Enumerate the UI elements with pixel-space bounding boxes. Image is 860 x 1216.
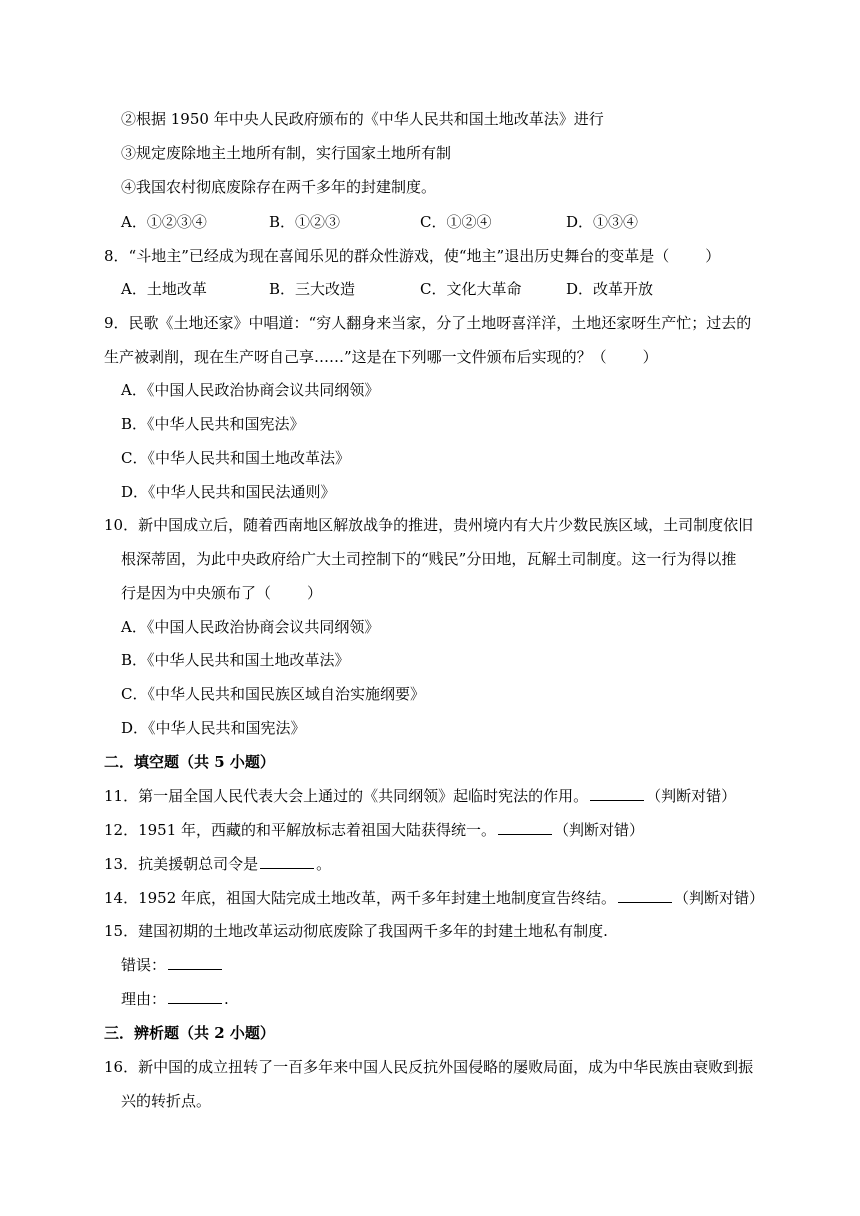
q13-suffix: 。 [316, 855, 332, 873]
q15-error-label: 错误： [121, 956, 167, 974]
q9-stem-line1: 9．民歌《土地还家》中唱道：“穷人翻身来当家，分了土地呀喜洋洋，土地还家呀生产忙；过去的 [104, 314, 752, 332]
q8-stem [104, 246, 720, 266]
q8-option-c[interactable]: C．文化大革命 [420, 280, 522, 298]
q12-text: 12．1951 年，西藏的和平解放标志着祖国大陆获得统一。 [104, 821, 497, 839]
q7-item-4: ④我国农村彻底废除存在两千多年的封建制度。 [121, 178, 437, 196]
q12-blank[interactable] [498, 820, 552, 835]
q15-error-blank[interactable] [168, 955, 222, 970]
q15-reason-label: 理由： [121, 990, 167, 1008]
q10-stem-close: ） [307, 584, 323, 602]
q11-blank[interactable] [590, 786, 644, 801]
q8-option-a[interactable]: A．土地改革 [121, 280, 207, 298]
q8-option-b[interactable]: B．三大改造 [269, 280, 356, 298]
q9-stem-line2 [104, 347, 658, 367]
q14-text: 14．1952 年底，祖国大陆完成土地改革，两千多年封建土地制度宣告终结。 [104, 889, 617, 907]
q8-stem-close: ） [705, 247, 721, 265]
q11 [104, 786, 736, 806]
q10-stem-text: 行是因为中央颁布了（ [121, 584, 272, 602]
q14 [104, 888, 764, 908]
q10-option-d[interactable]: D．《中华人民共和国宪法》 [121, 719, 306, 737]
q9-option-a[interactable]: A．《中国人民政治协商会议共同纲领》 [121, 381, 380, 399]
q10-stem-line3 [121, 583, 322, 603]
q7-option-c[interactable]: C．①②④ [420, 213, 492, 231]
q16-line1: 16．新中国的成立扭转了一百多年来中国人民反抗外国侵略的屡败局面，成为中华民族由衰败到振 [104, 1058, 754, 1076]
q7-option-b[interactable]: B．①②③ [269, 213, 341, 231]
q12 [104, 820, 644, 840]
q7-item-2: ②根据 1950 年中央人民政府颁布的《中华人民共和国土地改革法》进行 [121, 110, 604, 128]
q7-item-3: ③规定废除地主土地所有制，实行国家土地所有制 [121, 144, 452, 162]
q9-option-c[interactable]: C．《中华人民共和国土地改革法》 [121, 449, 350, 467]
q15-stem: 15．建国初期的土地改革运动彻底废除了我国两千多年的封建土地私有制度. [104, 922, 608, 940]
q9-stem-text: 生产被剥削，现在生产呀自己享……”这是在下列哪一文件颁布后实现的？（ [104, 348, 607, 366]
q10-stem-line2: 根深蒂固，为此中央政府给广大土司控制下的“贱民”分田地，瓦解土司制度。这一行为得以推 [121, 550, 737, 568]
q15-reason-end: . [224, 990, 229, 1008]
q14-suffix: （判断对错） [674, 889, 765, 907]
q9-stem-close: ） [642, 348, 658, 366]
q8-stem-text: 8．“斗地主”已经成为现在喜闻乐见的群众性游戏，使“地主”退出历史舞台的变革是（ [104, 247, 670, 265]
q15-reason-blank[interactable] [168, 989, 222, 1004]
q15-reason [121, 989, 229, 1009]
q14-blank[interactable] [618, 888, 672, 903]
q11-text: 11．第一届全国人民代表大会上通过的《共同纲领》起临时宪法的作用。 [104, 787, 589, 805]
q15-error [121, 955, 224, 975]
q10-stem-line1: 10．新中国成立后，随着西南地区解放战争的推进，贵州境内有大片少数民族区域，土司制度依旧 [104, 516, 754, 534]
q13-blank[interactable] [260, 854, 314, 869]
q7-option-d[interactable]: D．①③④ [566, 213, 639, 231]
q13 [104, 854, 331, 874]
q16-line2: 兴的转折点。 [121, 1092, 212, 1110]
q10-option-b[interactable]: B．《中华人民共和国土地改革法》 [121, 651, 350, 669]
q13-text: 13．抗美援朝总司令是 [104, 855, 259, 873]
q9-option-d[interactable]: D．《中华人民共和国民法通则》 [121, 483, 336, 501]
q8-option-d[interactable]: D．改革开放 [566, 280, 654, 298]
q10-option-a[interactable]: A．《中国人民政治协商会议共同纲领》 [121, 618, 380, 636]
q12-suffix: （判断对错） [554, 821, 645, 839]
section-analysis-title: 三．辨析题（共 2 小题） [104, 1024, 275, 1042]
section-fill-in-title: 二．填空题（共 5 小题） [104, 753, 275, 771]
q10-option-c[interactable]: C．《中华人民共和国民族区域自治实施纲要》 [121, 685, 425, 703]
q11-suffix: （判断对错） [646, 787, 737, 805]
q7-option-a[interactable]: A．①②③④ [121, 213, 207, 231]
q9-option-b[interactable]: B．《中华人民共和国宪法》 [121, 415, 305, 433]
